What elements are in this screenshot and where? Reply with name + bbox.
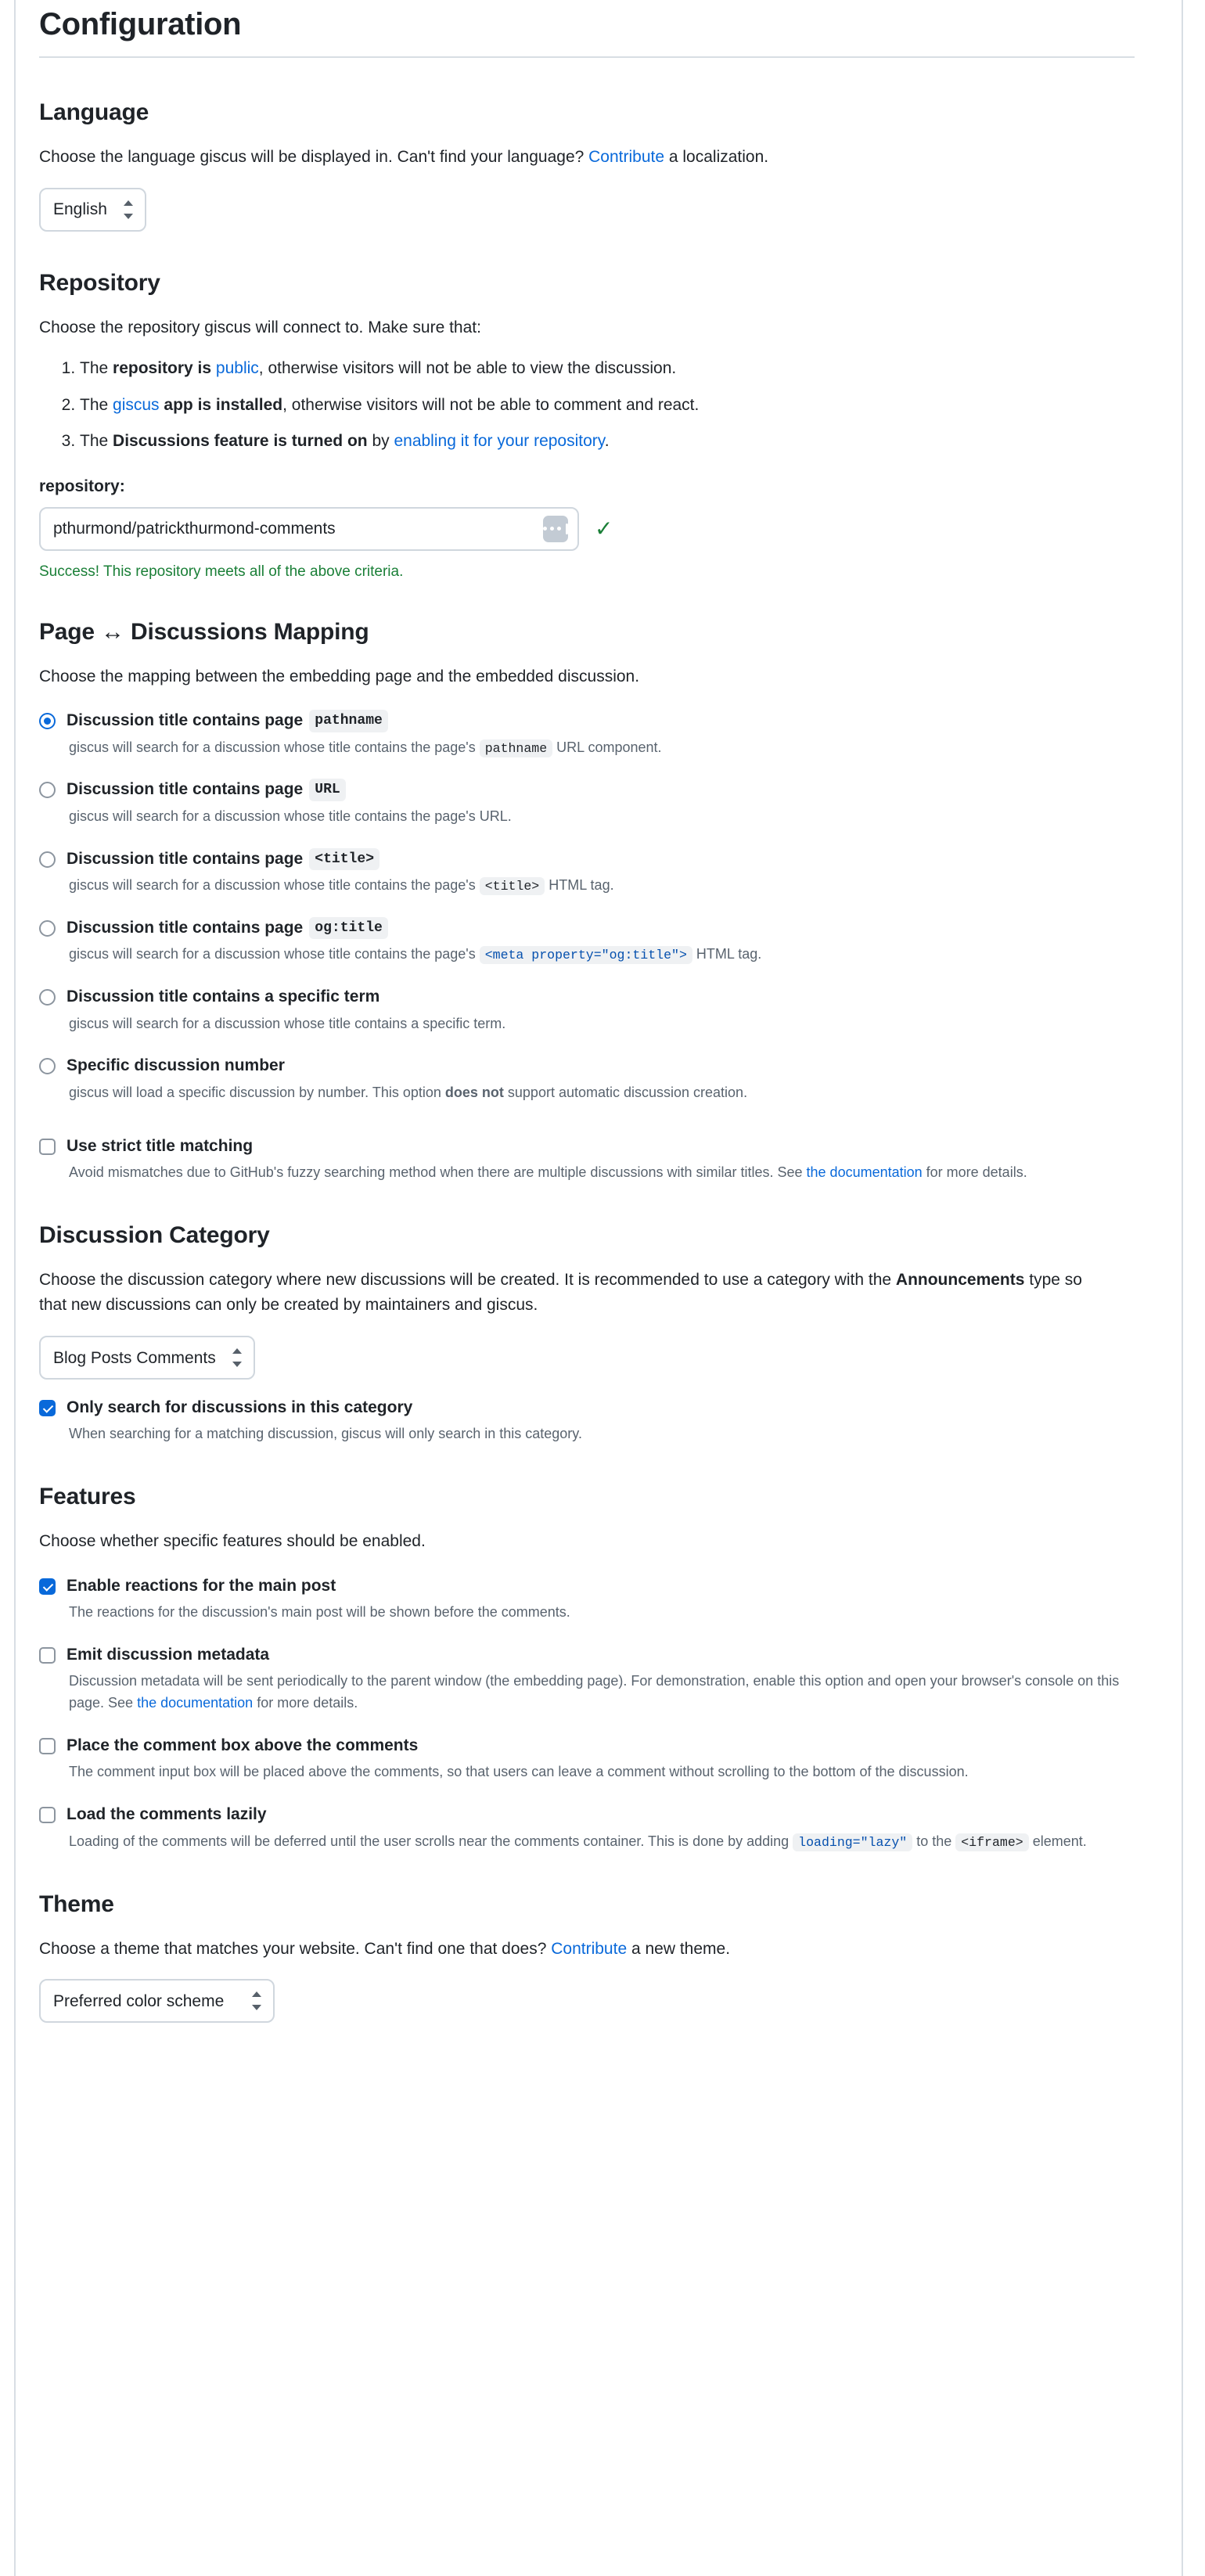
features-description: Choose whether specific features should be enabled. xyxy=(39,1532,426,1551)
radio-title-tag[interactable] xyxy=(39,851,56,868)
sub-post: HTML tag. xyxy=(692,946,762,962)
language-select-wrap xyxy=(39,171,146,232)
sub-code: <title> xyxy=(480,877,545,895)
sub-post: for more details. xyxy=(253,1695,358,1711)
left-border-rail xyxy=(14,0,16,2576)
feature-emit-metadata-head xyxy=(39,1644,1142,1666)
theme-description xyxy=(39,1937,1142,1963)
sub-post: HTML tag. xyxy=(545,877,614,894)
feature-enable-reactions-head xyxy=(39,1575,1142,1597)
repository-field-label: repository: xyxy=(39,477,125,495)
sub-pre: giscus will search for a discussion whose title contains the page's xyxy=(69,739,480,755)
sub-pre: Discussion metadata will be sent periodically to the parent window (the embedding page). For demonstration, enable this option and open your browser's console on this page. See xyxy=(69,1673,1120,1711)
feature-enable-reactions-label: Enable reactions for the main post xyxy=(67,1576,336,1595)
strict-title-matching-sub xyxy=(69,1162,1141,1184)
category-heading: Discussion Category xyxy=(39,1221,270,1248)
language-description xyxy=(39,145,1142,171)
mapping-option-title-tag-label: Discussion title contains page xyxy=(67,849,304,868)
sub-pre: giscus will load a specific discussion by number. This option xyxy=(69,1084,445,1100)
feature-lazy-load-label: Load the comments lazily xyxy=(67,1805,267,1824)
checkbox-only-search-category[interactable] xyxy=(39,1400,56,1416)
category-desc-bold: Announcements xyxy=(895,1270,1025,1289)
checkbox-emit-metadata[interactable] xyxy=(39,1647,56,1664)
sub-post: support automatic discussion creation. xyxy=(503,1084,748,1100)
section-language xyxy=(39,97,1142,232)
repository-input-value: pthurmond/patrickthurmond-comments xyxy=(53,519,336,538)
mapping-option-pathname-label-wrap xyxy=(67,710,388,732)
title-divider xyxy=(39,56,1135,58)
sub-code: pathname xyxy=(480,739,552,757)
sub-code: <meta property="og:title"> xyxy=(480,946,692,964)
mapping-option-url-code: URL xyxy=(309,779,346,801)
password-manager-icon[interactable] xyxy=(543,516,568,542)
mapping-option-og-title-label-wrap xyxy=(67,917,388,939)
section-features xyxy=(39,1481,1142,1852)
repository-input-row xyxy=(39,507,1142,551)
language-heading: Language xyxy=(39,99,149,125)
mapping-option-pathname-head xyxy=(39,710,1142,732)
section-theme xyxy=(39,1889,1142,2024)
feature-enable-reactions[interactable] xyxy=(39,1575,1142,1624)
mapping-option-discussion-number-label: Specific discussion number xyxy=(67,1056,285,1075)
public-link[interactable]: public xyxy=(215,359,259,378)
criteria-2-post: , otherwise visitors will not be able to comment and react. xyxy=(282,395,700,414)
only-search-category-option[interactable] xyxy=(39,1397,1142,1445)
sub-pre: Avoid mismatches due to GitHub's fuzzy searching method when there are multiple discussions with similar titles. See xyxy=(69,1164,807,1181)
sub-post: for more details. xyxy=(922,1164,1027,1181)
strict-title-matching-option[interactable] xyxy=(39,1135,1142,1184)
checkbox-enable-reactions[interactable] xyxy=(39,1578,56,1595)
sub-pre: giscus will search for a discussion whose title contains the page's xyxy=(69,946,480,962)
right-border-rail xyxy=(1182,0,1183,2576)
criteria-3-bold: Discussions feature is turned on xyxy=(113,432,368,451)
criteria-3-pre: The xyxy=(80,432,113,451)
radio-discussion-number[interactable] xyxy=(39,1058,56,1074)
mapping-option-specific-term-label-wrap xyxy=(67,986,379,1008)
sub-bold: does not xyxy=(444,1084,504,1100)
repository-heading: Repository xyxy=(39,269,160,296)
mapping-option-pathname[interactable] xyxy=(39,710,1142,758)
mapping-option-discussion-number[interactable] xyxy=(39,1055,1142,1103)
mapping-heading: Page ↔ Discussions Mapping xyxy=(39,618,369,645)
mapping-option-discussion-number-label-wrap xyxy=(67,1055,285,1077)
language-desc-after: a localization. xyxy=(664,148,769,166)
mapping-option-url[interactable] xyxy=(39,779,1142,827)
feature-comment-box-above-label: Place the comment box above the comments xyxy=(67,1736,419,1755)
contribute-theme-link[interactable]: Contribute xyxy=(551,1939,628,1958)
repository-description: Choose the repository giscus will connect to. Make sure that: xyxy=(39,318,481,336)
content-column xyxy=(39,0,1142,2023)
only-search-category-label: Only search for discussions in this category xyxy=(67,1398,413,1416)
criteria-1-bold: repository is xyxy=(113,359,216,378)
mapping-option-og-title-head xyxy=(39,917,1142,939)
radio-og-title[interactable] xyxy=(39,920,56,937)
giscus-app-link[interactable]: giscus xyxy=(113,395,160,414)
only-search-category-head xyxy=(39,1397,1142,1419)
mapping-option-specific-term[interactable] xyxy=(39,986,1142,1034)
feature-comment-box-above[interactable] xyxy=(39,1735,1142,1783)
feature-enable-reactions-sub: The reactions for the discussion's main post will be shown before the comments. xyxy=(69,1604,570,1621)
mapping-option-pathname-label: Discussion title contains page xyxy=(67,711,304,730)
mapping-option-og-title[interactable] xyxy=(39,917,1142,966)
feature-comment-box-above-sub: The comment input box will be placed above the comments, so that users can leave a comment without scrolling to the bottom of the discussion. xyxy=(69,1764,969,1780)
theme-select[interactable] xyxy=(39,1979,275,2023)
radio-pathname[interactable] xyxy=(39,713,56,729)
criteria-3-mid: by xyxy=(367,432,394,451)
mapping-option-title-tag-head xyxy=(39,848,1142,870)
strict-title-matching-label: Use strict title matching xyxy=(67,1136,254,1155)
feature-enable-reactions-label-wrap xyxy=(67,1575,336,1597)
feature-emit-metadata-label-wrap xyxy=(67,1644,269,1666)
enable-discussions-link[interactable]: enabling it for your repository xyxy=(394,432,605,451)
mapping-option-url-sub: giscus will search for a discussion whose title contains the page's URL. xyxy=(69,808,512,824)
category-select[interactable] xyxy=(39,1336,255,1380)
theme-heading: Theme xyxy=(39,1891,114,1917)
mapping-option-url-label: Discussion title contains page xyxy=(67,780,304,799)
mapping-option-og-title-code: og:title xyxy=(309,917,388,939)
feature-lazy-load-sub xyxy=(69,1831,1102,1853)
checkbox-comment-box-above[interactable] xyxy=(39,1738,56,1754)
mapping-option-pathname-sub xyxy=(69,737,1102,759)
feature-emit-metadata-label: Emit discussion metadata xyxy=(67,1646,270,1664)
category-desc-post: type so that new discussions can only be created by maintainers and giscus. xyxy=(39,1270,1082,1315)
feature-lazy-load-head xyxy=(39,1804,1142,1826)
section-discussion-category xyxy=(39,1220,1142,1445)
only-search-category-label-wrap xyxy=(67,1397,412,1419)
criteria-3-post: . xyxy=(604,432,610,451)
mapping-option-specific-term-sub: giscus will search for a discussion whose title contains a specific term. xyxy=(69,1015,506,1031)
strict-title-matching-head xyxy=(39,1135,1142,1157)
feature-comment-box-above-label-wrap xyxy=(67,1735,418,1757)
sub-mid: to the xyxy=(912,1833,956,1849)
repository-success-message: Success! This repository meets all of the above criteria. xyxy=(39,563,404,580)
criteria-item-1 xyxy=(80,356,1142,381)
criteria-item-2 xyxy=(80,393,1142,418)
mapping-option-url-label-wrap xyxy=(67,779,346,801)
radio-specific-term[interactable] xyxy=(39,989,56,1006)
feature-lazy-load[interactable] xyxy=(39,1804,1142,1852)
emit-metadata-documentation-link[interactable]: the documentation xyxy=(137,1695,254,1711)
check-icon: ✓ xyxy=(595,516,613,541)
strict-documentation-link[interactable]: the documentation xyxy=(806,1164,923,1181)
sub-code-loading-lazy: loading="lazy" xyxy=(793,1833,912,1851)
mapping-option-specific-term-label: Discussion title contains a specific term xyxy=(67,988,380,1006)
checkbox-lazy-load[interactable] xyxy=(39,1807,56,1823)
mapping-option-pathname-code: pathname xyxy=(309,710,388,732)
mapping-option-url-head xyxy=(39,779,1142,801)
category-select-wrap xyxy=(39,1319,255,1380)
radio-url[interactable] xyxy=(39,782,56,798)
mapping-option-og-title-label: Discussion title contains page xyxy=(67,918,304,937)
mapping-option-title-tag-label-wrap xyxy=(67,848,379,870)
mapping-option-title-tag[interactable] xyxy=(39,848,1142,897)
category-desc-pre: Choose the discussion category where new discussions will be created. It is recommended to use a category with the xyxy=(39,1270,896,1289)
section-mapping xyxy=(39,617,1142,1184)
theme-desc-before: Choose a theme that matches your website. Can't find one that does? xyxy=(39,1939,552,1958)
mapping-option-title-tag-code: <title> xyxy=(309,848,379,870)
criteria-2-bold: app is installed xyxy=(159,395,283,414)
strict-title-matching-label-wrap xyxy=(67,1135,253,1157)
language-select[interactable] xyxy=(39,188,146,232)
sub-code-iframe: <iframe> xyxy=(955,1833,1028,1851)
feature-lazy-load-label-wrap xyxy=(67,1804,267,1826)
only-search-category-sub: When searching for a matching discussion, giscus will only search in this category. xyxy=(69,1426,582,1442)
feature-comment-box-above-head xyxy=(39,1735,1142,1757)
repository-criteria-list xyxy=(39,356,1142,454)
sub-post: element. xyxy=(1028,1833,1087,1849)
page-title: Configuration xyxy=(39,7,242,41)
criteria-item-3 xyxy=(80,429,1142,454)
criteria-2-pre: The xyxy=(80,395,113,414)
feature-emit-metadata-sub xyxy=(69,1671,1142,1714)
mapping-option-discussion-number-sub xyxy=(69,1082,1102,1104)
mapping-option-discussion-number-head xyxy=(39,1055,1142,1077)
sub-pre: Loading of the comments will be deferred until the user scrolls near the comments container. This is done by adding xyxy=(69,1833,793,1849)
mapping-option-og-title-sub xyxy=(69,944,1102,966)
category-description xyxy=(39,1268,1111,1319)
language-desc-before: Choose the language giscus will be displayed in. Can't find your language? xyxy=(39,148,589,166)
sub-pre: giscus will search for a discussion whose title contains the page's xyxy=(69,877,480,894)
repository-input[interactable] xyxy=(39,507,579,551)
section-repository xyxy=(39,268,1142,581)
contribute-localization-link[interactable]: Contribute xyxy=(588,148,665,166)
criteria-1-pre: The xyxy=(80,359,113,378)
checkbox-strict-title-matching[interactable] xyxy=(39,1139,56,1155)
theme-select-wrap xyxy=(39,1962,275,2023)
criteria-1-post: , otherwise visitors will not be able to view the discussion. xyxy=(258,359,677,378)
mapping-option-title-tag-sub xyxy=(69,875,1102,897)
mapping-option-specific-term-head xyxy=(39,986,1142,1008)
feature-emit-metadata[interactable] xyxy=(39,1644,1142,1714)
mapping-description: Choose the mapping between the embedding page and the embedded discussion. xyxy=(39,667,640,685)
theme-desc-after: a new theme. xyxy=(627,1939,731,1958)
features-heading: Features xyxy=(39,1484,136,1510)
sub-post: URL component. xyxy=(552,739,662,755)
